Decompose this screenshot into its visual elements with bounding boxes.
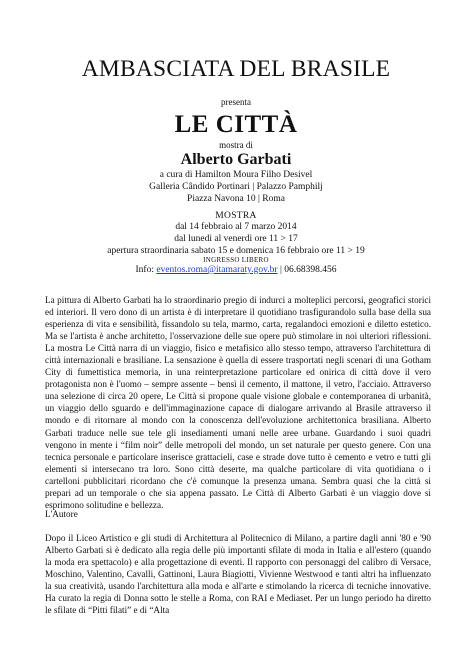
schedule-label: MOSTRA: [215, 211, 257, 221]
contact-prefix: Info:: [135, 265, 157, 275]
curator-line: a cura di Hamilton Moura Filho Desivel: [159, 170, 313, 180]
admission-note: INGRESSO LIBERO: [203, 256, 269, 264]
author-heading: L'Autore: [45, 509, 78, 519]
opening-hours: dal lunedì al venerdì ore 11 > 17: [174, 234, 298, 244]
address-line: Piazza Navona 10 | Roma: [187, 194, 285, 204]
author-paragraph: Dopo il Liceo Artistico e gli studi di Architettura al Politecnico di Milano, a partire dagli anni '80 e '90 Alberto Garbati si è dedicato alla regia delle più importanti sfilate di moda in Italia e all'estero (quando la moda era spettacolo) e alla progettazione di eventi. Il rapporto con personaggi del calibro di Versace, Moschino, Valentino, Cavalli, Gattinoni, Laura Biagiotti, Vivienne Westwood e tanti altri ha influenzato la sua creatività, usando l'architettura alla moda e all'arte e stimolando la ricerca di tecniche innovative. Ha curato la regia di Donna sotto le stelle a Roma, con RAI e Mediaset. Per un lungo periodo ha diretto le sfilate di “Pitti filati” e di “Alta: [45, 533, 431, 616]
special-opening: apertura straordinaria sabato 15 e domenica 16 febbraio ore 11 > 19: [107, 246, 365, 256]
exhibition-title: LE CITTÀ: [174, 111, 298, 138]
contact-line: [0, 264, 472, 276]
venue-line: Galleria Cândido Portinari | Palazzo Pamphilj: [149, 182, 323, 192]
exhibition-dates: dal 14 febbraio al 7 marzo 2014: [175, 222, 297, 232]
exhibition-of-label: mostra di: [219, 140, 253, 150]
artist-name: Alberto Garbati: [180, 151, 292, 168]
organization-title: AMBASCIATA DEL BRASILE: [81, 56, 391, 82]
contact-email-link[interactable]: eventos.roma@itamaraty.gov.br: [156, 265, 278, 275]
description-paragraph: La pittura di Alberto Garbati ha lo straordinario pregio di indurci a molteplici percorsi, geografici storici ed interiori. Il vero dono di un artista è di interpretare il quotidiano trasfigurandolo sulla base della sua esperienza di vita e sensibilità, fissandolo su tela, marmo, carta, regalandoci emozioni e diletto estetico. Ma se l'artista è anche architetto, l'osservazione delle sue opere può stimolare in noi ulteriori riflessioni. La mostra Le Città narra di un viaggio, fisico e metafisico allo stesso tempo, attraverso l'architettura di città internazionali e brasiliane. La sensazione è quella di essere trasportati negli scenari di una Gotham City di fumettistica memoria, in una reinterpretazione particolare ed onirica di città dove il vero protagonista non è l'uomo – sempre assente – bensì il cemento, il mattone, il vetro, l'acciaio. Attraverso una selezione di circa 20 opere, Le Città si propone quale visione globale e contemporanea di urbanità, un viaggio dello sguardo e dell'immaginazione capace di dialogare arrivando al Brasile attraverso il mondo e di ritornare al mondo con la conoscenza dell'evoluzione architettonica brasiliana. Alberto Garbati traduce nelle sue tele gli insediamenti umani nelle aree urbane. Guardando i suoi quadri vengono in mente i “film noir” delle metropoli del mondo, un set naturale per questo genere. Con una tecnica personale e particolare inserisce grattacieli, case e strade dove tutto è cemento e vetro e tutti gli elementi si intersecano tra loro. Sono città deserte, ma qualche particolare di vita quotidiana o i cartelloni pubblicitari ricordano che c'è comunque la presenza umana. Sembra quasi che la città si prepari ad un temporale o che sia appena passato. Le Città di Alberto Garbati è un viaggio dove si esprimono solitudine e bellezza.: [45, 295, 431, 510]
presents-label: presenta: [221, 97, 251, 107]
contact-phone: | 06.68398.456: [277, 265, 337, 275]
